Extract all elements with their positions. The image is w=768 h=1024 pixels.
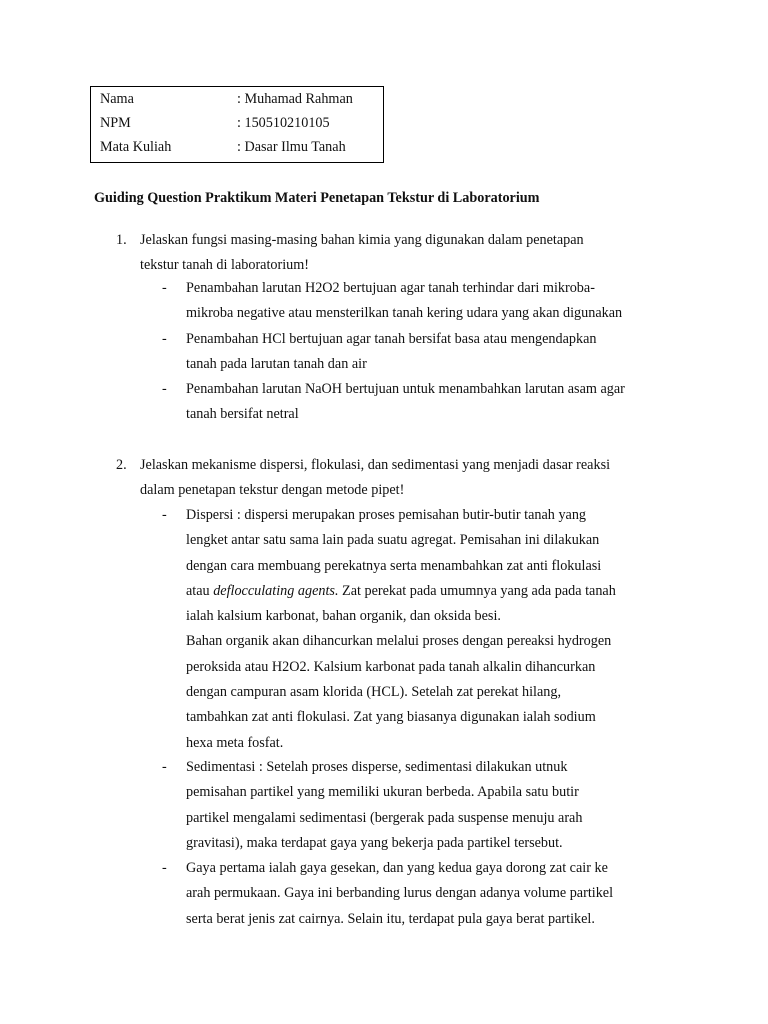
answer-text: [186, 503, 682, 756]
bullet-dash: -: [162, 280, 167, 296]
name-value: : Muhamad Rahman: [237, 91, 353, 107]
text-line: tekstur tanah di laboratorium!: [140, 257, 310, 274]
bullet-dash: -: [162, 331, 167, 347]
text-line: Dispersi : dispersi merupakan proses pemisahan butir-butir tanah yang: [186, 507, 587, 523]
course-label: Mata Kuliah: [100, 139, 172, 155]
q2-answer-dispersi: [162, 503, 682, 756]
text-fragment: Zat perekat pada umumnya yang ada pada tanah: [338, 582, 616, 599]
text-line: lengket antar satu sama lain pada suatu agregat. Pemisahan ini dilakukan: [186, 532, 600, 549]
text-line: Jelaskan mekanisme dispersi, flokulasi, dan sedimentasi yang menjadi dasar reaksi: [140, 457, 611, 473]
q1-answer-1: [162, 276, 682, 327]
identity-row-course: [100, 135, 380, 160]
text-line: tanah pada larutan tanah dan air: [186, 356, 367, 373]
document-heading: Guiding Question Praktikum Materi Penetapan Tekstur di Laboratorium: [94, 190, 540, 206]
text-fragment: atau: [186, 582, 214, 599]
text-line: Gaya pertama ialah gaya gesekan, dan yang kedua gaya dorong zat cair ke: [186, 860, 608, 876]
text-line: Penambahan larutan NaOH bertujuan untuk menambahkan larutan asam agar: [186, 381, 625, 397]
bullet-dash: -: [162, 860, 167, 876]
text-line: peroksida atau H2O2. Kalsium karbonat pada tanah alkalin dihancurkan: [186, 658, 596, 675]
text-line: Jelaskan fungsi masing-masing bahan kimia yang digunakan dalam penetapan: [140, 232, 584, 248]
answer-text: [186, 856, 682, 932]
text-line: arah permukaan. Gaya ini berbanding lurus dengan adanya volume partikel: [186, 885, 614, 902]
text-line: tanah bersifat netral: [186, 406, 299, 423]
text-line: ialah kalsium karbonat, bahan organik, dan oksida besi.: [186, 608, 501, 625]
course-value: : Dasar Ilmu Tanah: [237, 139, 346, 155]
answer-text: [186, 327, 682, 378]
text-line: pemisahan partikel yang memiliki ukuran berbeda. Apabila satu butir: [186, 784, 579, 801]
text-line: Bahan organik akan dihancurkan melalui proses dengan pereaksi hydrogen: [186, 633, 612, 650]
answer-text: [186, 276, 682, 327]
bullet-dash: -: [162, 507, 167, 523]
answer-text: [186, 755, 682, 856]
question-2: [116, 453, 676, 504]
text-line: dengan cara membuang perekatnya serta menambahkan zat anti flokulasi: [186, 557, 602, 574]
text-line: mikroba negative atau mensterilkan tanah kering udara yang akan digunakan: [186, 305, 623, 322]
text-line: Penambahan larutan H2O2 bertujuan agar tanah terhindar dari mikroba-: [186, 280, 595, 296]
q1-answer-2: [162, 327, 682, 378]
identity-row-name: [100, 87, 380, 112]
npm-value: : 150510210105: [237, 115, 330, 131]
question-number: 2.: [116, 457, 127, 473]
identity-box: [90, 86, 384, 163]
question-text: [140, 228, 676, 279]
text-line: tambahkan zat anti flokulasi. Zat yang biasanya digunakan ialah sodium: [186, 709, 596, 726]
text-line: dalam penetapan tekstur dengan metode pipet!: [140, 482, 405, 499]
question-1: [116, 228, 676, 279]
bullet-dash: -: [162, 381, 167, 397]
q1-answer-3: [162, 377, 682, 428]
q2-answer-sedimentasi: [162, 755, 682, 856]
name-label: Nama: [100, 91, 134, 107]
q2-answer-gaya: [162, 856, 682, 932]
text-line: partikel mengalami sedimentasi (bergerak pada suspense menuju arah: [186, 809, 583, 826]
text-line: hexa meta fosfat.: [186, 734, 284, 751]
text-line: Sedimentasi : Setelah proses disperse, sedimentasi dilakukan utnuk: [186, 759, 568, 775]
italic-term: deflocculating agents.: [213, 582, 339, 599]
npm-label: NPM: [100, 115, 131, 131]
text-line: Penambahan HCl bertujuan agar tanah bersifat basa atau mengendapkan: [186, 331, 597, 347]
text-line: gravitasi), maka terdapat gaya yang bekerja pada partikel tersebut.: [186, 834, 563, 851]
text-line-with-italic: [186, 579, 682, 604]
answer-text: [186, 377, 682, 428]
text-line: serta berat jenis zat cairnya. Selain itu, terdapat pula gaya berat partikel.: [186, 910, 595, 927]
identity-row-npm: [100, 111, 380, 136]
question-text: [140, 453, 676, 504]
text-line: dengan campuran asam klorida (HCL). Setelah zat perekat hilang,: [186, 684, 562, 701]
question-number: 1.: [116, 232, 127, 248]
bullet-dash: -: [162, 759, 167, 775]
